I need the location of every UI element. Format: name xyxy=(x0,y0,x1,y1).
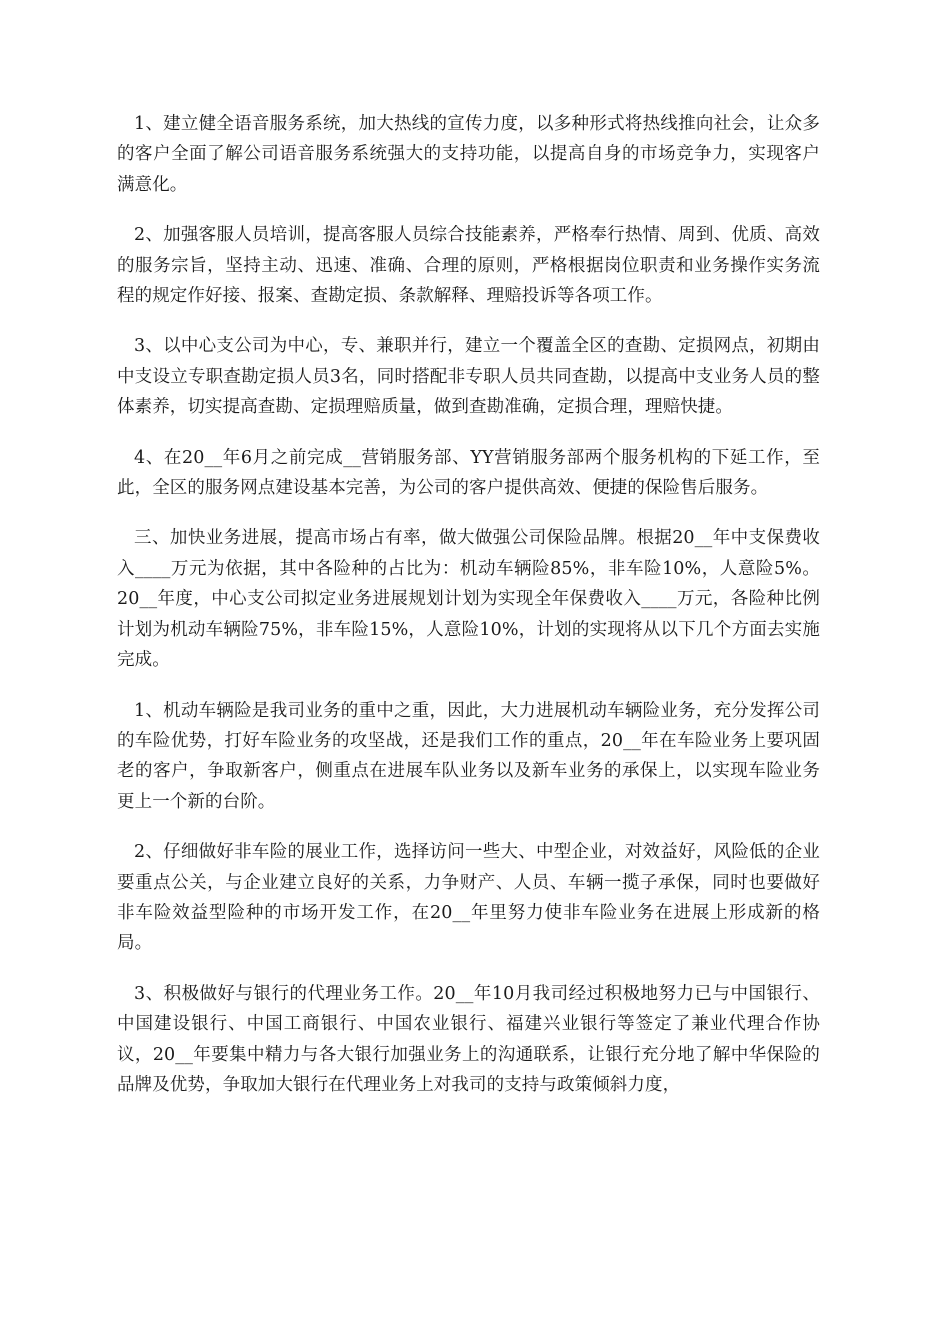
paragraph-voice-service: 1、建立健全语音服务系统，加大热线的宣传力度，以多种形式将热线推向社会，让众多的客户全面了解公司语音服务系统强大的支持功能，以提高自身的市场竞争力，实现客户满意化。 xyxy=(117,114,820,195)
paragraph-non-motor-insurance: 2、仔细做好非车险的展业工作，选择访问一些大、中型企业，对效益好，风险低的企业要重点公关，与企业建立良好的关系，力争财产、人员、车辆一揽子承保，同时也要做好非车险效益型险种的市场开发工作，在20__年里努力使非车险业务在进展上形成新的格局。 xyxy=(117,842,820,954)
paragraph-service-outlets: 4、在20__年6月之前完成__营销服务部、YY营销服务部两个服务机构的下延工作，至此，全区的服务网点建设基本完善，为公司的客户提供高效、便捷的保险售后服务。 xyxy=(117,447,820,499)
paragraph-business-growth: 三、加快业务进展，提高市场占有率，做大做强公司保险品牌。根据20__年中支保费收入____万元为依据，其中各险种的占比为：机动车辆险85%，非车险10%，人意险5%。20__年度，中心支公司拟定业务进展规划计划为实现全年保费收入____万元，各险种比例计划为机动车辆险75%，非车险15%，人意险10%，计划的实现将从以下几个方面去实施完成。 xyxy=(117,528,820,671)
paragraph-bank-agency: 3、积极做好与银行的代理业务工作。20__年10月我司经过积极地努力已与中国银行、中国建设银行、中国工商银行、中国农业银行、福建兴业银行等签定了兼业代理合作协议，20__年要集中精力与各大银行加强业务上的沟通联系，让银行充分地了解中华保险的品牌及优势，争取加大银行在代理业务上对我司的支持与政策倾斜力度， xyxy=(117,983,820,1095)
paragraph-staff-training: 2、加强客服人员培训，提高客服人员综合技能素养，严格奉行热情、周到、优质、高效的服务宗旨，坚持主动、迅速、准确、合理的原则，严格根据岗位职责和业务操作实务流程的规定作好接、报案、查勘定损、条款解释、理赔投诉等各项工作。 xyxy=(117,225,820,307)
paragraph-survey-network: 3、以中心支公司为中心，专、兼职并行，建立一个覆盖全区的查勘、定损网点，初期由中支设立专职查勘定损人员3名，同时搭配非专职人员共同查勘，以提高中支业务人员的整体素养，切实提高查勘、定损理赔质量，做到查勘准确，定损合理，理赔快捷。 xyxy=(117,336,820,418)
paragraph-motor-insurance: 1、机动车辆险是我司业务的重中之重，因此，大力进展机动车辆险业务，充分发挥公司的车险优势，打好车险业务的攻坚战，还是我们工作的重点，20__年在车险业务上要巩固老的客户，争取新客户，侧重点在进展车队业务以及新车业务的承保上，以实现车险业务更上一个新的台阶。 xyxy=(117,700,820,812)
